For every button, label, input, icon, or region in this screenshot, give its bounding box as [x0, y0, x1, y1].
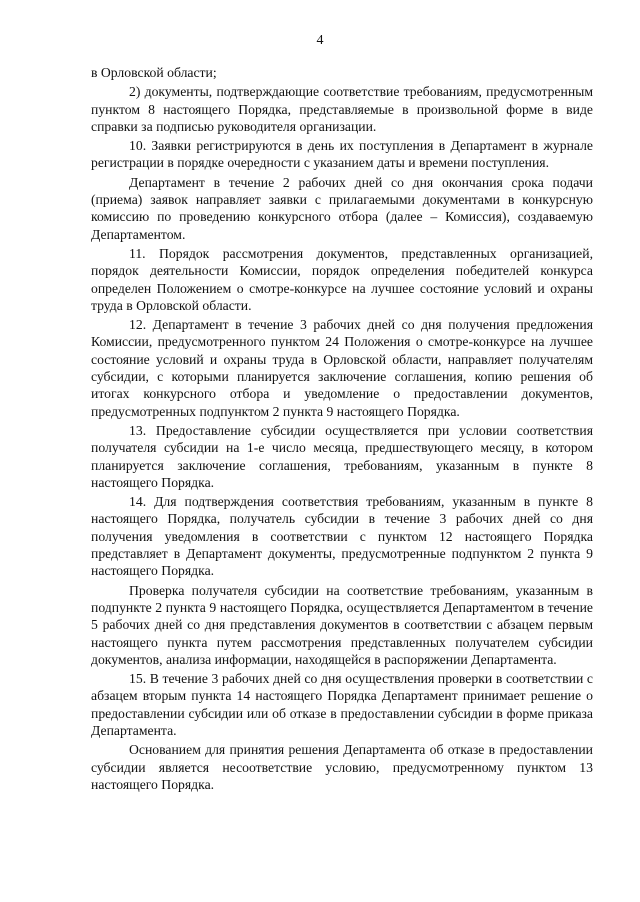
- paragraph-clause-11: 11. Порядок рассмотрения документов, представленных организацией, порядок деятельности Комиссии, порядок определения победителей конкурса определен Положением о смотре-конкурсе на лучшее состояние условий и охраны труда в Орловской области.: [91, 245, 593, 313]
- paragraph-clause-15: 15. В течение 3 рабочих дней со дня осуществления проверки в соответствии с абзацем вторым пункта 14 настоящего Порядка Департамент принимает решение о предоставлении субсидии или об отказе в предоставлении субсидии в форме приказа Департамента.: [91, 671, 593, 738]
- paragraph-item-2: 2) документы, подтверждающие соответствие требованиям, предусмотренным пунктом 8 настоящего Порядка, представляемые в произвольной форме в виде справки за подписью руководителя организации.: [91, 84, 593, 134]
- paragraph-continuation: в Орловской области;: [91, 65, 217, 80]
- document-body: [91, 64, 593, 795]
- paragraph-clause-14: 14. Для подтверждения соответствия требованиям, указанным в пункте 8 настоящего Порядка, получатель субсидии в течение 3 рабочих дней со дня получения уведомления в соответствии с пунктом 12 настоящего Порядка представляет в Департамент документы, предусмотренные подпунктом 2 пункта 9 настоящего Порядка.: [91, 494, 593, 579]
- paragraph-clause-14-second: Проверка получателя субсидии на соответствие требованиям, указанным в подпункте 2 пункта 9 настоящего Порядка, осуществляется Департаментом в течение 5 рабочих дней со дня представления документов в соответствии с абзацем первым настоящего пункта путем рассмотрения представленных получателем субсидии документов, анализа информации, находящейся в распоряжении Департамента.: [91, 582, 593, 667]
- paragraph-clause-15-second: Основанием для принятия решения Департамента об отказе в предоставлении субсидии является несоответствие условию, предусмотренному пунктом 13 настоящего Порядка.: [91, 742, 593, 792]
- paragraph-clause-12: 12. Департамент в течение 3 рабочих дней со дня получения предложения Комиссии, предусмотренного пунктом 24 Положения о смотре-конкурсе на лучшее состояние условий и охраны труда в Орловской области, направляет получателям субсидии, с которыми планируется заключение соглашения, копию решения об итогах конкурсного отбора и уведомление о предоставлении документов, предусмотренных подпунктом 2 пункта 9 настоящего Порядка.: [91, 317, 593, 419]
- paragraph-clause-10: 10. Заявки регистрируются в день их поступления в Департамент в журнале регистрации в порядке очередности с указанием даты и времени поступления.: [91, 138, 593, 171]
- paragraph-clause-10-second: Департамент в течение 2 рабочих дней со дня окончания срока подачи (приема) заявок направляет заявки с прилагаемыми документами в конкурсную комиссию по проведению конкурсного отбора (далее – Комиссия), создаваемую Департаментом.: [91, 174, 593, 242]
- page-number: 4: [316, 33, 324, 48]
- paragraph-clause-13: 13. Предоставление субсидии осуществляется при условии соответствия получателя субсидии на 1-е число месяца, предшествующего месяцу, в котором планируется заключение соглашения, требованиям, указанным в пункте 8 настоящего Порядка.: [91, 422, 593, 490]
